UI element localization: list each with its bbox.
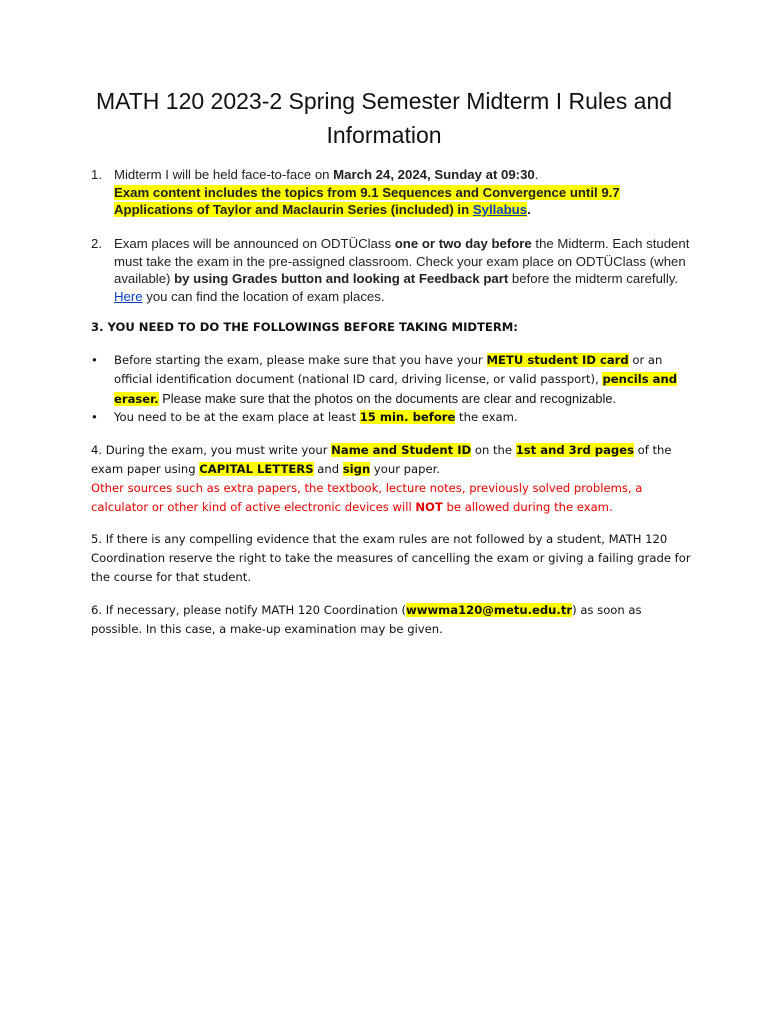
- section-6: [91, 601, 691, 639]
- warning-text-2: be allowed during the exam.: [442, 500, 613, 514]
- exam-content-highlight: Exam content includes the topics from 9.1 Sequences and Convergence until 9.7 Applications of Taylor and Maclaurin Series (included) in: [114, 184, 620, 218]
- section-6-text-2: ) as soon as possible. In this case, a make-up examination may be given.: [91, 603, 642, 636]
- arrival-text: You need to be at the exam place at least: [114, 410, 360, 424]
- capital-letters-highlight: CAPITAL LETTERS: [199, 462, 314, 476]
- coordination-email: wwwma120@metu.edu.tr: [406, 603, 573, 617]
- period: .: [534, 167, 539, 182]
- arrival-text-2: the exam.: [455, 410, 518, 424]
- official-id-text: official identification document (national ID card, driving license, or valid passport),: [114, 372, 603, 386]
- pencils-eraser-highlight: pencils and eraser.: [114, 372, 678, 406]
- rule-item-1: [91, 166, 691, 219]
- sign-highlight: sign: [342, 462, 371, 476]
- midterm-date-text: Midterm I will be held face-to-face on: [114, 167, 334, 182]
- bullet-body-2: [114, 408, 691, 427]
- rule-number-1: 1.: [91, 167, 102, 182]
- name-student-id-highlight: Name and Student ID: [331, 443, 472, 457]
- exam-places-text-3: before the midterm carefully.: [508, 271, 679, 287]
- section-4-text: 4. During the exam, you must write your: [91, 443, 332, 457]
- section-5: 5. If there is any compelling evidence that the exam rules are not followed by a student, MATH 120 Coordination reserve the right to take the measures of cancelling the exam or giving a failing grade for the course for that student.: [91, 532, 691, 584]
- section-4-text-3: of the exam paper using: [91, 443, 672, 476]
- rule-number-2: 2.: [91, 236, 102, 251]
- warning-text: Other sources such as extra papers, the textbook, lecture notes, previously solved problems, a calculator or other kind of active electronic devices will: [91, 481, 643, 514]
- section-4-text-5: your paper.: [370, 462, 441, 476]
- exam-places-text-2: the Midterm. Each student must take the exam in the pre-assigned classroom. Check your exam place on ODTÜClass (when available): [114, 236, 690, 287]
- student-id-card-highlight: METU student ID card: [486, 353, 629, 367]
- section-4-text-2: on the: [471, 443, 516, 457]
- bullet-item-1: [91, 351, 691, 409]
- bullet-body-1: [114, 351, 691, 409]
- page-title-line-1: MATH 120 2023-2 Spring Semester Midterm I Rules and: [95, 88, 673, 114]
- grades-button-instruction: by using Grades button and looking at Feedback part: [174, 271, 509, 287]
- midterm-date: March 24, 2024, Sunday at 09:30: [333, 167, 535, 182]
- period: .: [527, 202, 531, 218]
- id-card-text: Before starting the exam, please make sure that you have your: [114, 353, 487, 367]
- warning-not: NOT: [415, 500, 443, 514]
- bullet-dot: •: [91, 353, 98, 367]
- rule-body-1: [114, 166, 691, 219]
- or-an-text: or an: [628, 353, 663, 367]
- page-title: [60, 84, 708, 152]
- syllabus-link[interactable]: Syllabus: [472, 202, 528, 218]
- exam-places-text-4: you can find the location of exam places.: [142, 288, 385, 304]
- here-link[interactable]: Here: [114, 288, 143, 304]
- bullet-item-2: [91, 408, 691, 427]
- rule-body-2: [114, 235, 691, 305]
- section-3-heading: 3. YOU NEED TO DO THE FOLLOWINGS BEFORE TAKING MIDTERM:: [91, 320, 518, 334]
- announce-timing: one or two day before: [394, 236, 532, 251]
- exam-places-text: Exam places will be announced on ODTÜClass: [114, 236, 395, 251]
- prohibited-sources-warning: [91, 481, 642, 514]
- bullet-dot: •: [91, 410, 98, 424]
- section-6-text: 6. If necessary, please notify MATH 120 Coordination (: [91, 603, 407, 617]
- photos-clear-text: Please make sure that the photos on the documents are clear and recognizable.: [158, 391, 617, 406]
- page-title-line-2: Information: [326, 122, 442, 148]
- section-4-text-4: and: [313, 462, 343, 476]
- rule-item-2: [91, 235, 691, 305]
- arrival-time-highlight: 15 min. before: [359, 410, 456, 424]
- pages-highlight: 1st and 3rd pages: [515, 443, 634, 457]
- section-4: [91, 441, 691, 517]
